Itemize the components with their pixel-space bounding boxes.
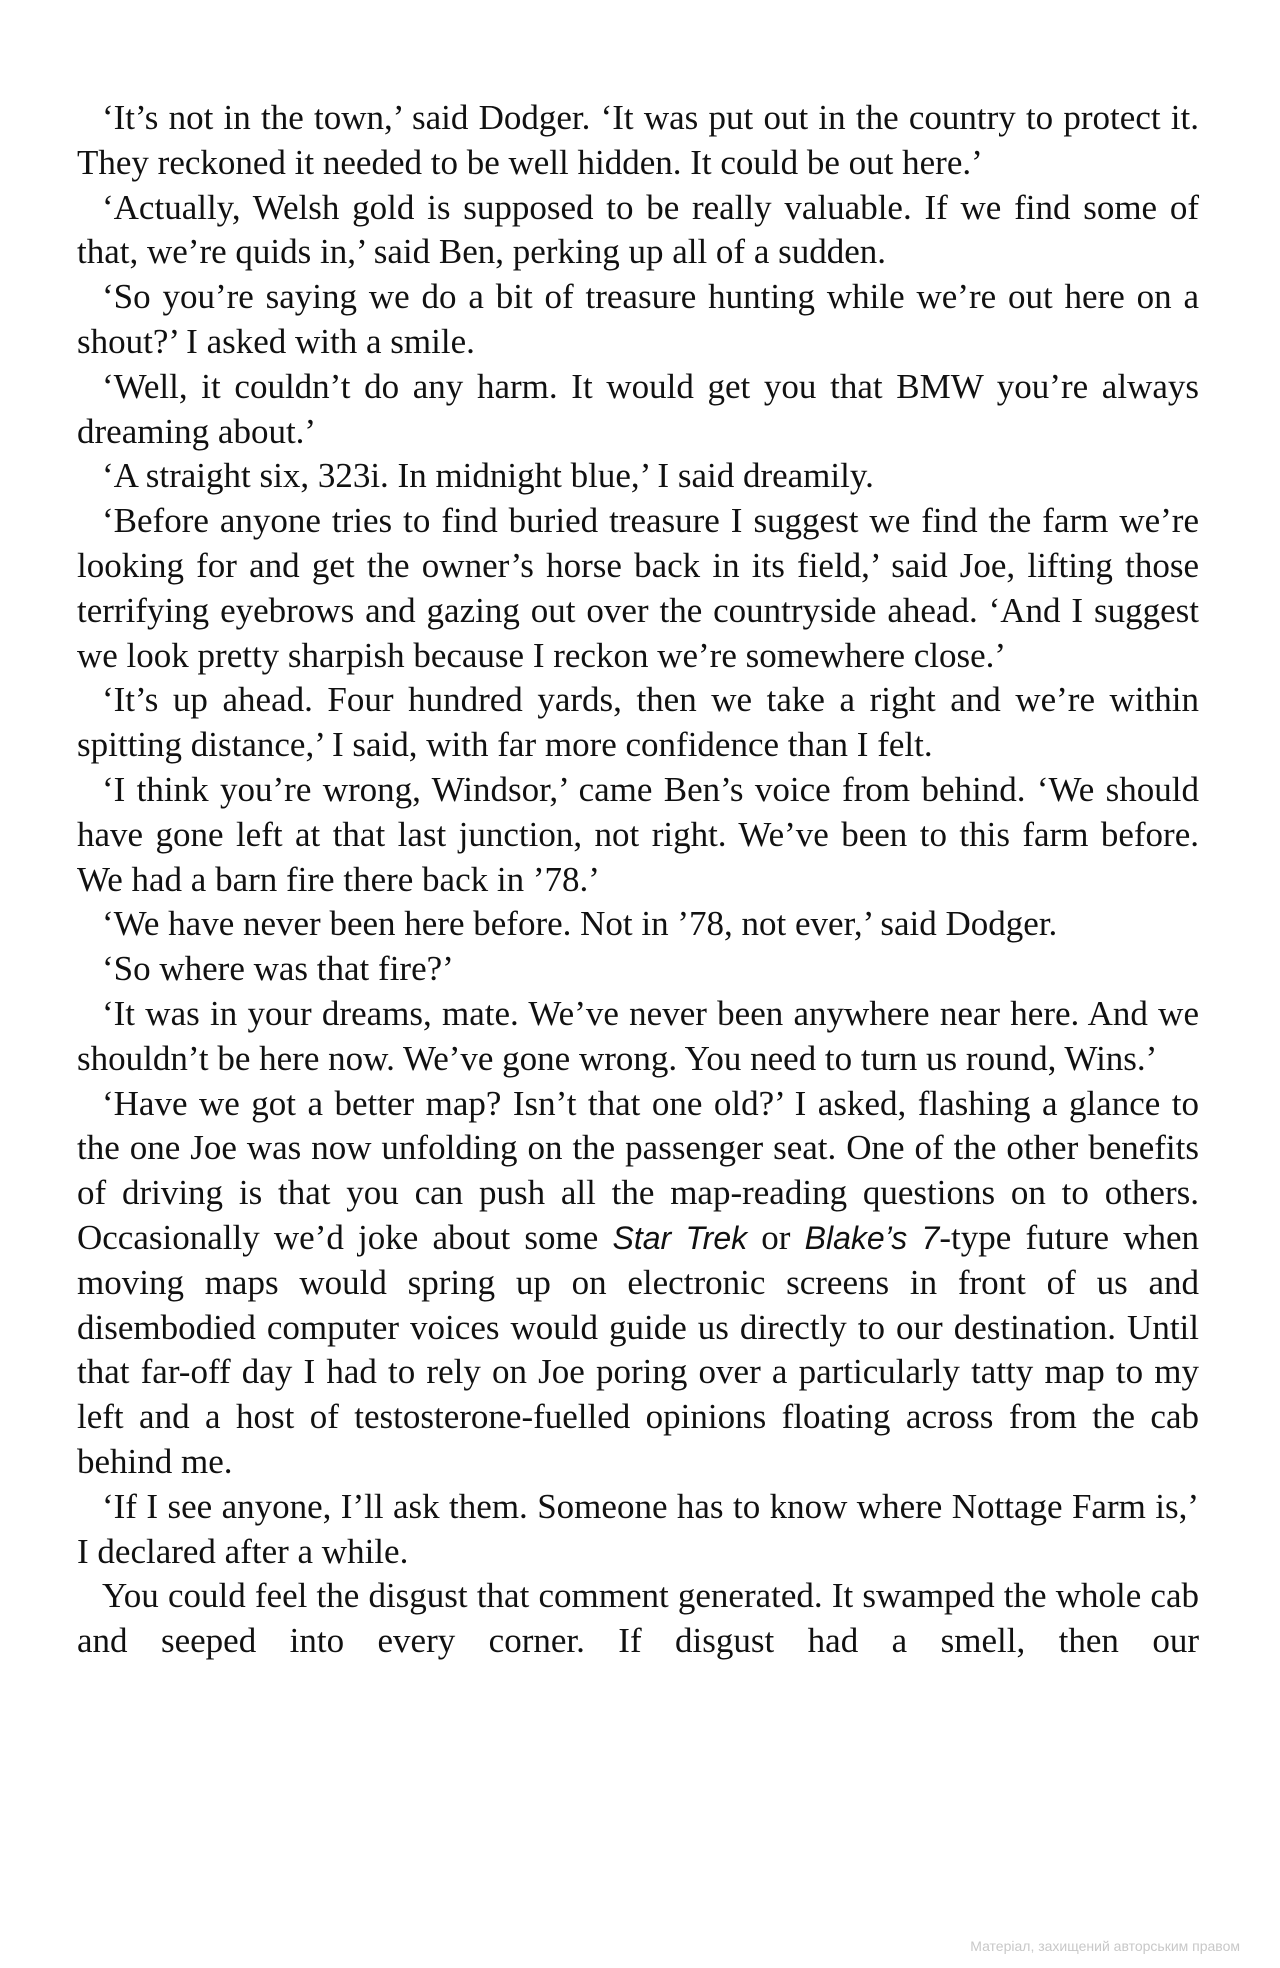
paragraph-continued: You could feel the disgust that comment generated. It swamped the whole cab and seeped into every corner. If disgust had a smell, then our: [77, 1576, 1199, 1661]
paragraph: ‘It was in your dreams, mate. We’ve never been anywhere near here. And we shouldn’t be here now. We’ve gone wrong. You need to turn us round, Wins.’: [77, 993, 1199, 1078]
paragraph-map-reading: [77, 1082, 1199, 1485]
paragraph: ‘So you’re saying we do a bit of treasure hunting while we’re out here on a shout?’ I asked with a smile.: [77, 277, 1199, 361]
paragraph: ‘We have never been here before. Not in ’78, not ever,’ said Dodger.: [102, 904, 1058, 944]
paragraph: ‘A straight six, 323i. In midnight blue,’ I said dreamily.: [102, 456, 874, 496]
paragraph: ‘I think you’re wrong, Windsor,’ came Ben’s voice from behind. ‘We should have gone left at that last junction, not right. We’ve been to this farm before. We had a barn fire there back in ’78.’: [77, 769, 1199, 899]
paragraph-text-middle: or: [747, 1217, 805, 1257]
page-body: [77, 96, 1199, 1664]
paragraph: ‘Well, it couldn’t do any harm. It would get you that BMW you’re always dreaming about.’: [77, 366, 1199, 451]
blakes-7-title: Blake’s 7: [804, 1219, 940, 1256]
paragraph: ‘So where was that fire?’: [102, 949, 454, 989]
paragraph: ‘Actually, Welsh gold is supposed to be really valuable. If we find some of that, we’re quids in,’ said Ben, perking up all of a sudden.: [77, 187, 1199, 272]
paragraph: ‘It’s not in the town,’ said Dodger. ‘It was put out in the country to protect it. They reckoned it needed to be well hidden. It could be out here.’: [77, 98, 1199, 182]
paragraph: ‘If I see anyone, I’ll ask them. Someone has to know where Nottage Farm is,’ I declared after a while.: [77, 1486, 1199, 1571]
paragraph-text-after-title: -type future when moving maps would spring up on electronic screens in front of us and disembodied computer voices would guide us directly to our destination. Until that far-off day I had to rely on Joe poring over a particularly tatty map to my left and a host of testosterone-fuelled opinions floating across from the cab behind me.: [77, 1217, 1200, 1481]
paragraph: ‘Before anyone tries to find buried treasure I suggest we find the farm we’re looking for and get the owner’s horse back in its field,’ said Joe, lifting those terrifying eyebrows and gazing out over the countryside ahead. ‘And I suggest we look pretty sharpish because I reckon we’re somewhere close.’: [77, 501, 1199, 675]
paragraph: ‘It’s up ahead. Four hundred yards, then we take a right and we’re within spitting distance,’ I said, with far more confidence than I felt.: [77, 680, 1199, 765]
paragraph-text-before-title: ‘Have we got a better map? Isn’t that one old?’ I asked, flashing a glance to the one Joe was now unfolding on the passenger seat. One of the other benefits of driving is that you can push all the map-reading questions on to others. Occasionally we’d joke about some: [77, 1083, 1199, 1257]
star-trek-title: Star Trek: [612, 1219, 748, 1256]
copyright-watermark: Матеріал, захищений авторським правом: [970, 1938, 1240, 1954]
